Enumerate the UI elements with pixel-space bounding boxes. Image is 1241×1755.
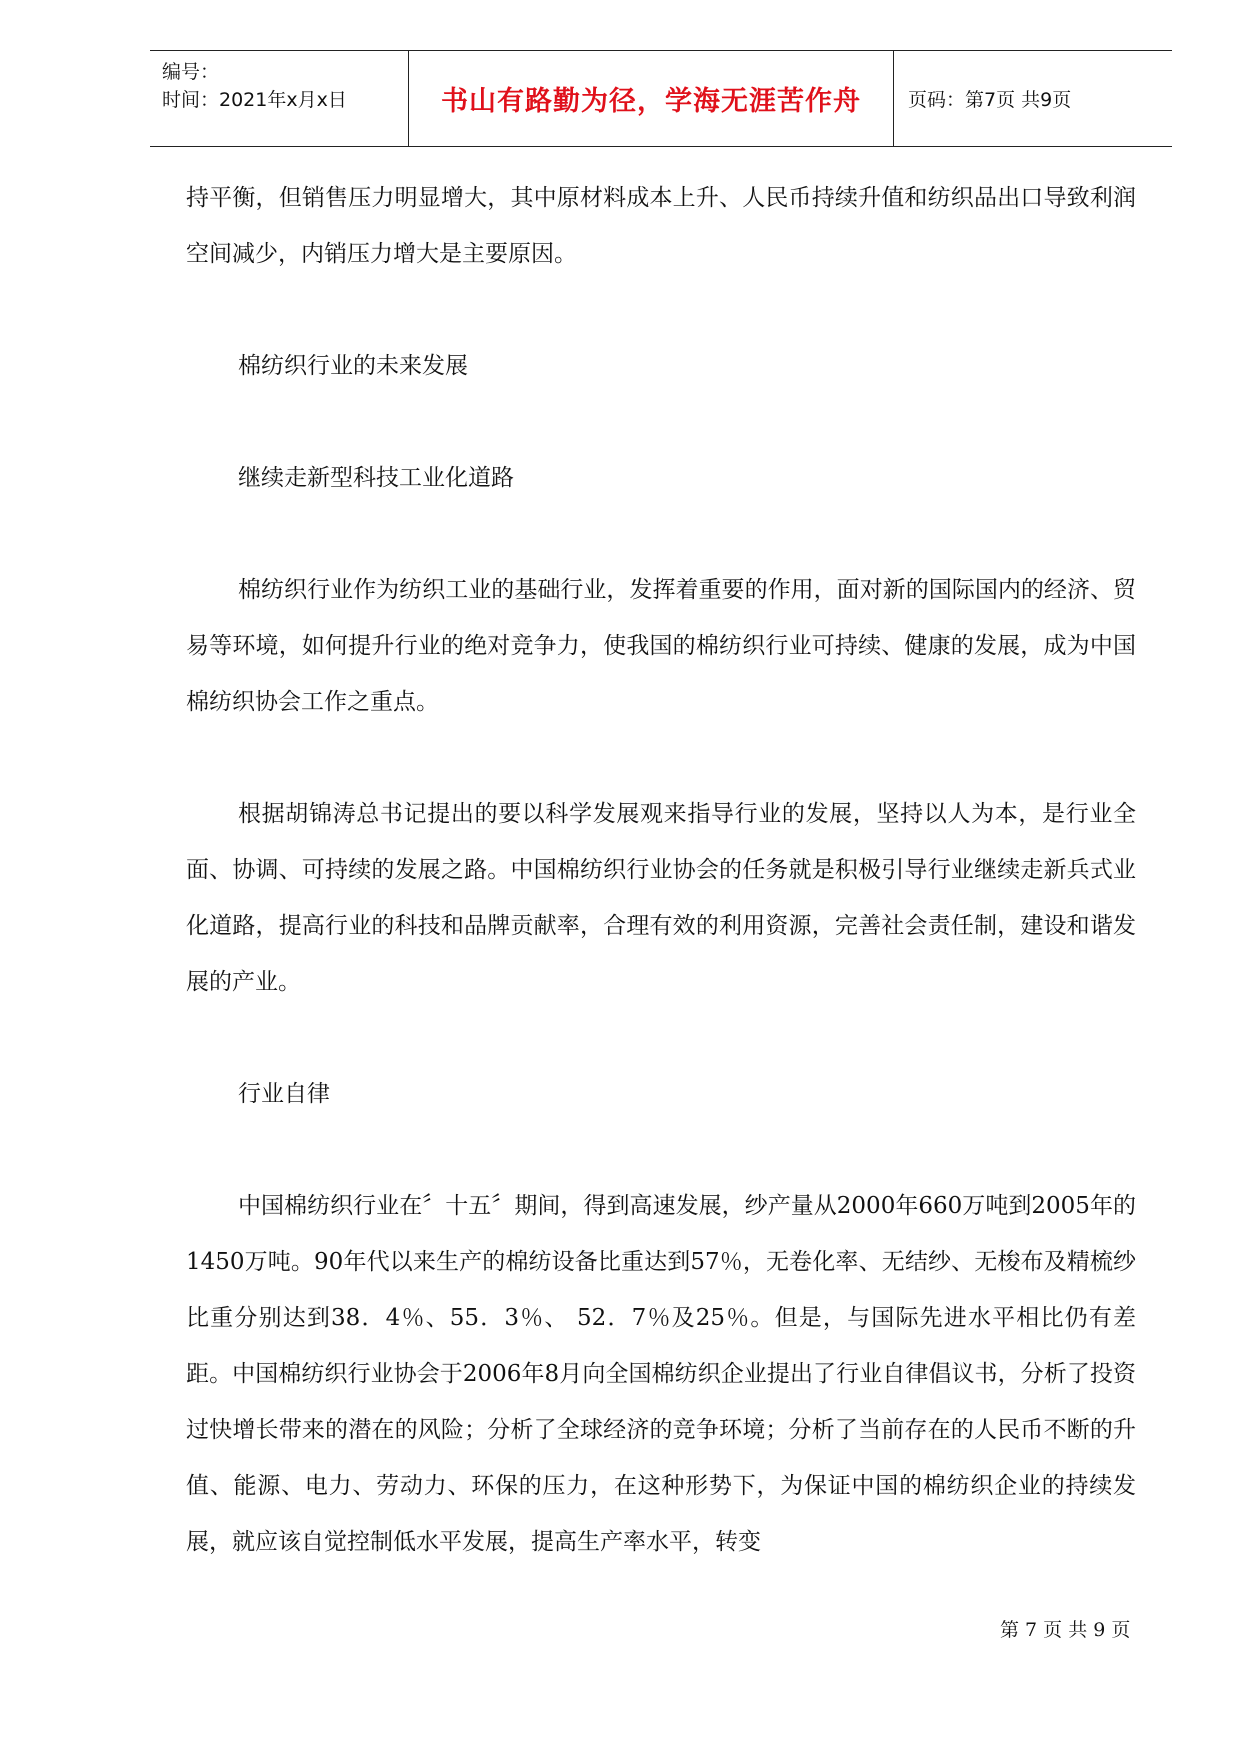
header-motto: 书山有路勤为径，学海无涯苦作舟 xyxy=(408,51,894,146)
section-subheading: 继续走新型科技工业化道路 xyxy=(238,465,514,491)
page-footer: 第 7 页 共 9 页 xyxy=(1000,1619,1131,1641)
section-heading: 棉纺织行业的未来发展 xyxy=(238,353,468,379)
body-paragraph: 持平衡，但销售压力明显增大，其中原材料成本上升、人民币持续升值和纺织品出口导致利润空间减少，内销压力增大是主要原因。 xyxy=(186,185,1136,267)
body-paragraph: 中国棉纺织行业在〞十五〞期间，得到高速发展，纱产量从2000年660万吨到2005年的1450万吨。90年代以来生产的棉纺设备比重达到57％，无卷化率、无结纱、无梭布及精梳纱比重分别达到38．4％、55．3％、 52．7％及25％。但是，与国际先进水平相比仍有差距。中国棉纺织行业协会于2006年8月向全国棉纺织企业提出了行业自律倡议书，分析了投资过快增长带来的潜在的风险；分析了全球经济的竞争环境；分析了当前存在的人民币不断的升值、能源、电力、劳动力、环保的压力，在这种形势下，为保证中国的棉纺织企业的持续发展，就应该自觉控制低水平发展，提高生产率水平，转变 xyxy=(186,1193,1136,1555)
header-meta-cell xyxy=(150,51,408,146)
document-time-label: 时间：2021年x月x日 xyxy=(162,89,347,111)
body-paragraph: 根据胡锦涛总书记提出的要以科学发展观来指导行业的发展，坚持以人为本，是行业全面、协调、可持续的发展之路。中国棉纺织行业协会的任务就是积极引导行业继续走新兵式业化道路，提高行业的科技和品牌贡献率，合理有效的利用资源，完善社会责任制，建设和谐发展的产业。 xyxy=(186,801,1136,995)
document-number-label: 编号： xyxy=(162,61,220,83)
document-header xyxy=(150,50,1172,147)
section-subheading: 行业自律 xyxy=(238,1081,330,1107)
header-page-info: 页码：第7页 共9页 xyxy=(908,89,1072,111)
document-body xyxy=(186,170,1136,1570)
body-paragraph: 棉纺织行业作为纺织工业的基础行业，发挥着重要的作用，面对新的国际国内的经济、贸易等环境，如何提升行业的绝对竞争力，使我国的棉纺织行业可持续、健康的发展，成为中国棉纺织协会工作之重点。 xyxy=(186,577,1136,715)
